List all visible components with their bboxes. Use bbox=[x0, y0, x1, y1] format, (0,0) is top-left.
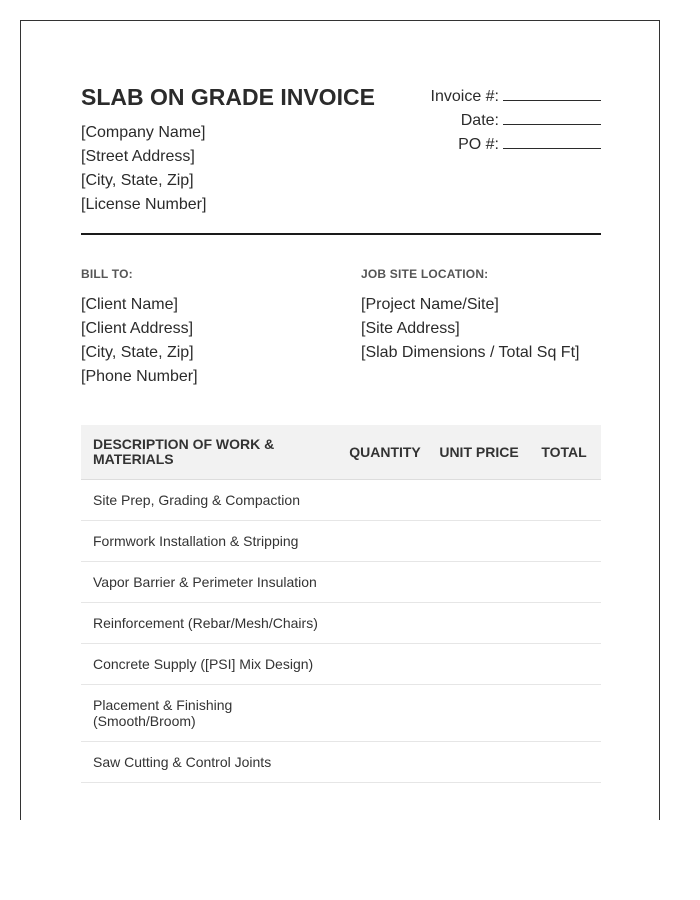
company-name: [Company Name] bbox=[81, 124, 206, 141]
row-description: Vapor Barrier & Perimeter Insulation bbox=[93, 573, 317, 590]
row-description: Concrete Supply ([PSI] Mix Design) bbox=[93, 655, 314, 672]
row-unit-price[interactable] bbox=[429, 643, 529, 684]
company-street-address: [Street Address] bbox=[81, 148, 195, 165]
job-site-heading: JOB SITE LOCATION: bbox=[361, 267, 489, 281]
job-site-lines bbox=[361, 293, 611, 365]
table-row bbox=[81, 741, 601, 782]
date-row bbox=[401, 108, 601, 132]
client-phone-number: [Phone Number] bbox=[81, 368, 198, 385]
column-header-unit-price: UNIT PRICE bbox=[439, 443, 519, 460]
row-unit-price[interactable] bbox=[429, 602, 529, 643]
client-address: [Client Address] bbox=[81, 320, 194, 337]
row-total[interactable] bbox=[529, 479, 601, 520]
column-header-description: DESCRIPTION OF WORK & MATERIALS bbox=[93, 435, 275, 467]
table-body bbox=[81, 479, 601, 782]
table-row bbox=[81, 479, 601, 520]
row-unit-price[interactable] bbox=[429, 520, 529, 561]
parties-section bbox=[81, 267, 601, 397]
row-total[interactable] bbox=[529, 643, 601, 684]
table-row bbox=[81, 561, 601, 602]
table-row bbox=[81, 602, 601, 643]
line-items-table bbox=[81, 425, 601, 783]
row-description: Reinforcement (Rebar/Mesh/Chairs) bbox=[93, 614, 318, 631]
company-license-number: [License Number] bbox=[81, 196, 207, 213]
row-unit-price[interactable] bbox=[429, 741, 529, 782]
po-number-field[interactable] bbox=[503, 132, 601, 149]
row-quantity[interactable] bbox=[341, 479, 429, 520]
invoice-number-row bbox=[401, 84, 601, 108]
row-total[interactable] bbox=[529, 602, 601, 643]
row-total[interactable] bbox=[529, 520, 601, 561]
bill-to-heading: BILL TO: bbox=[81, 267, 133, 281]
row-quantity[interactable] bbox=[341, 561, 429, 602]
po-number-row bbox=[401, 132, 601, 156]
row-total[interactable] bbox=[529, 684, 601, 741]
table-row bbox=[81, 684, 601, 741]
row-quantity[interactable] bbox=[341, 741, 429, 782]
invoice-title: SLAB ON GRADE INVOICE bbox=[81, 84, 375, 110]
bill-to-section bbox=[81, 267, 331, 389]
row-total[interactable] bbox=[529, 561, 601, 602]
bill-to-lines bbox=[81, 293, 331, 389]
slab-dimensions: [Slab Dimensions / Total Sq Ft] bbox=[361, 344, 580, 361]
invoice-header bbox=[81, 84, 601, 224]
row-unit-price[interactable] bbox=[429, 684, 529, 741]
header-divider bbox=[81, 233, 601, 235]
project-name-site: [Project Name/Site] bbox=[361, 296, 499, 313]
invoice-page bbox=[20, 20, 660, 820]
row-quantity[interactable] bbox=[341, 602, 429, 643]
row-description: Saw Cutting & Control Joints bbox=[93, 753, 272, 770]
row-description: Site Prep, Grading & Compaction bbox=[93, 491, 300, 508]
row-unit-price[interactable] bbox=[429, 479, 529, 520]
table-header-row bbox=[81, 425, 601, 479]
table-row bbox=[81, 643, 601, 684]
table-header bbox=[81, 425, 601, 479]
client-name: [Client Name] bbox=[81, 296, 178, 313]
job-site-section bbox=[361, 267, 611, 365]
po-number-label: PO #: bbox=[458, 136, 499, 153]
column-header-quantity: QUANTITY bbox=[349, 443, 421, 460]
client-city-state-zip: [City, State, Zip] bbox=[81, 344, 194, 361]
invoice-number-label: Invoice #: bbox=[430, 88, 499, 105]
company-city-state-zip: [City, State, Zip] bbox=[81, 172, 194, 189]
date-label: Date: bbox=[460, 112, 499, 129]
row-total[interactable] bbox=[529, 741, 601, 782]
row-description: Placement & Finishing (Smooth/Broom) bbox=[93, 696, 233, 729]
row-quantity[interactable] bbox=[341, 684, 429, 741]
invoice-number-field[interactable] bbox=[503, 84, 601, 101]
site-address: [Site Address] bbox=[361, 320, 460, 337]
column-header-total: TOTAL bbox=[541, 443, 587, 460]
row-description: Formwork Installation & Stripping bbox=[93, 532, 299, 549]
date-field[interactable] bbox=[503, 108, 601, 125]
row-quantity[interactable] bbox=[341, 643, 429, 684]
invoice-meta bbox=[401, 84, 601, 156]
company-info bbox=[81, 121, 206, 217]
row-quantity[interactable] bbox=[341, 520, 429, 561]
row-unit-price[interactable] bbox=[429, 561, 529, 602]
table-row bbox=[81, 520, 601, 561]
